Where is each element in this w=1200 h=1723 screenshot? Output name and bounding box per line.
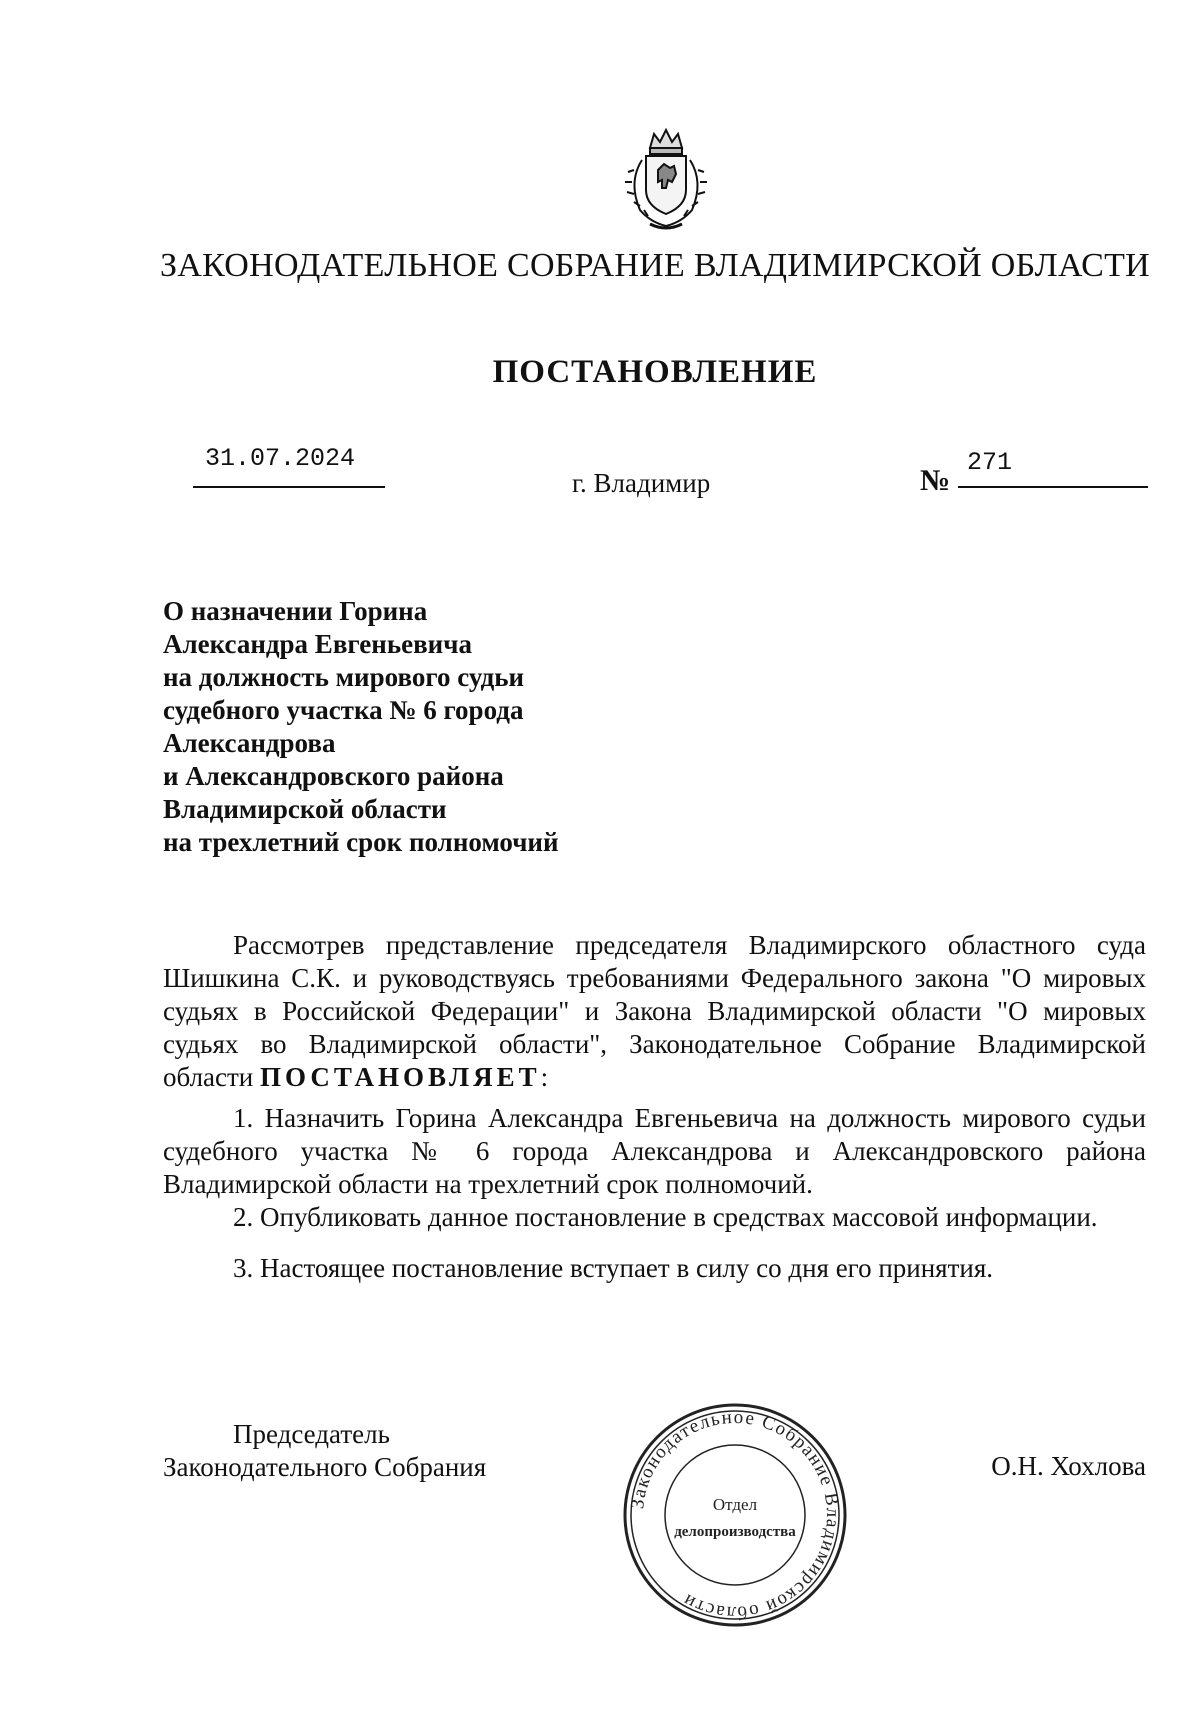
stamp-center-line: Отдел: [712, 1495, 758, 1514]
heading-line: на должность мирового судьи: [163, 662, 525, 692]
document-body: [163, 929, 1146, 1285]
coat-of-arms-icon: [620, 126, 712, 234]
document-heading: [163, 595, 559, 859]
resolution-item: 2. Опубликовать данное постановление в средствах массовой информации.: [233, 1202, 1098, 1232]
organization-title: ЗАКОНОДАТЕЛЬНОЕ СОБРАНИЕ ВЛАДИМИРСКОЙ ОБЛАСТИ: [159, 247, 1151, 284]
number-underline: [958, 486, 1148, 488]
document-type-title: ПОСТАНОВЛЕНИЕ: [492, 354, 818, 390]
official-stamp: [618, 1398, 852, 1632]
signatory-title-line: Законодательного Собрания: [163, 1452, 487, 1482]
signatory-title-line: Председатель: [233, 1419, 390, 1449]
resolution-item: 3. Настоящее постановление вступает в силу со дня его принятия.: [233, 1253, 994, 1283]
stamp-center-line: делопроизводства: [674, 1524, 796, 1540]
signatory-title: [163, 1418, 486, 1484]
resolution-item: 1. Назначить Горина Александра Евгеньевича на должность мирового судьи судебного участка № 6 города Александрова и Александровского района Владимирской области на трехлетний срок полномочий.: [163, 1103, 1146, 1199]
document-city: г. Владимир: [572, 468, 711, 498]
heading-line: Александра Евгеньевича: [163, 629, 472, 659]
heading-line: Александрова: [163, 728, 336, 758]
heading-line: Владимирской области: [163, 794, 447, 824]
heading-line: О назначении Горина: [163, 596, 428, 626]
heading-line: на трехлетний срок полномочий: [163, 827, 559, 857]
number-label: №: [920, 464, 951, 497]
signatory-name: О.Н. Хохлова: [991, 1451, 1146, 1481]
heading-line: и Александровского района: [163, 761, 504, 791]
stamp-ring-text: Законодательное Собрание Владимирской области: [627, 1406, 844, 1624]
decree-word: ПОСТАНОВЛЯЕТ: [260, 1062, 541, 1092]
heading-line: судебного участка № 6 города: [163, 695, 524, 725]
document-number: 271: [967, 448, 1013, 477]
preamble-text: Рассмотрев представление председателя Владимирского областного суда Шишкина С.К. и руководствуясь требованиями Федерального закона "О мировых судьях в Российской Федерации" и Закона Владимирской области "О мировых судьях во Владимирской области", Законодательное Собрание Владимирской области: [163, 930, 1146, 1092]
date-underline: [193, 486, 385, 488]
decree-colon: :: [540, 1062, 549, 1092]
document-date: 31.07.2024: [205, 444, 356, 473]
preamble-paragraph: [163, 929, 1146, 1094]
